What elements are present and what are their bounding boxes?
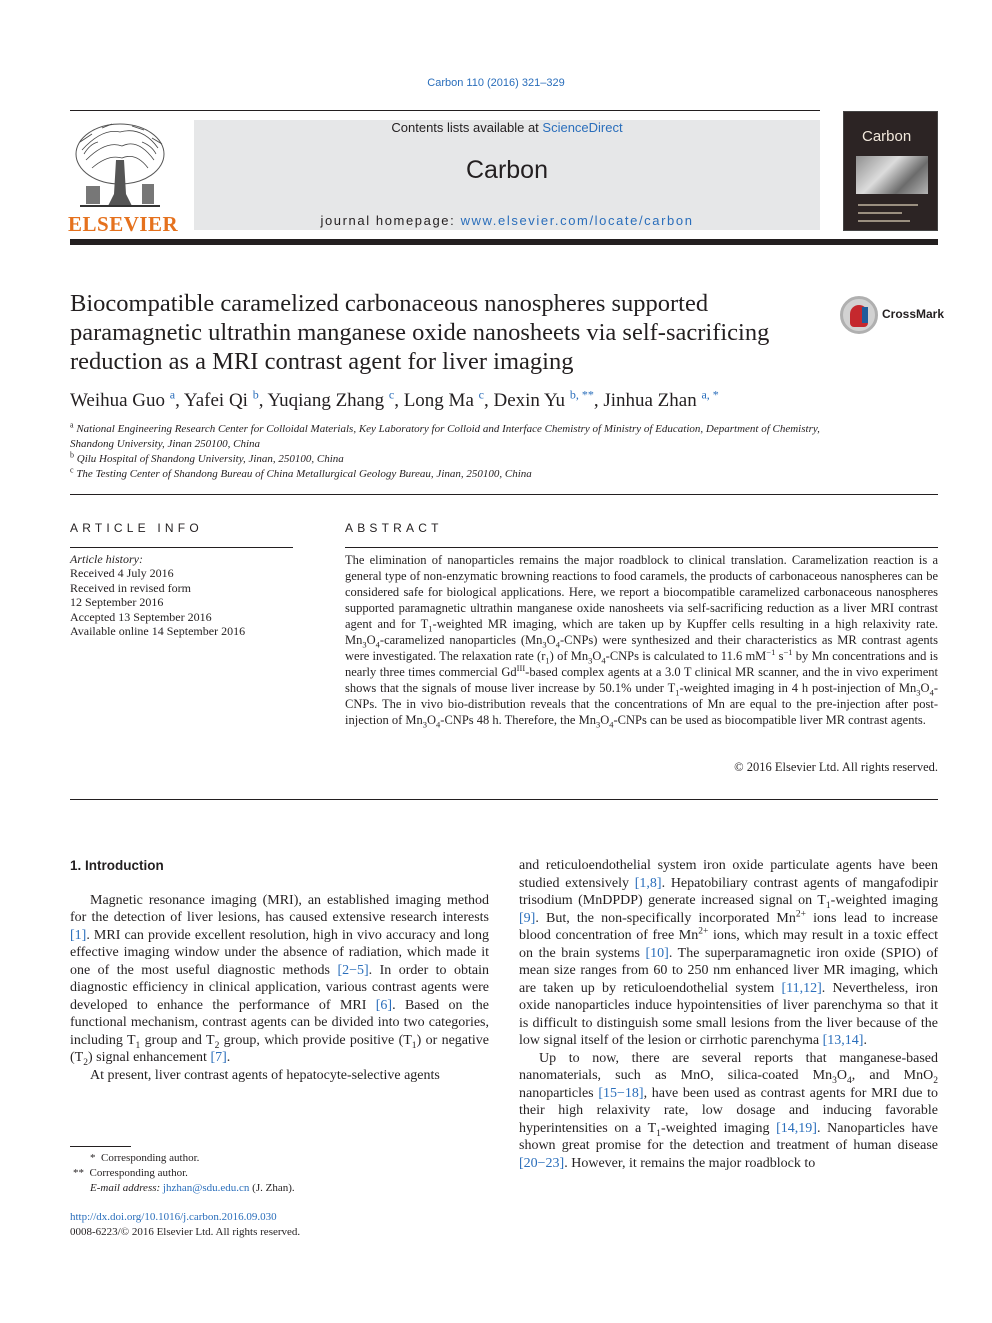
history-item: Received in revised form [70,580,191,595]
sciencedirect-link[interactable]: ScienceDirect [542,120,623,135]
author-list: Weihua Guo $^a$, Yafei Qi $^b$, Yuqiang Zhang $^c$, Long Ma $^c$, Dexin Yu $^{b, **}$, Jinhua Zhan $^{a, *}$ [70,387,719,411]
author-name[interactable]: Long Ma [403,390,474,411]
reference-link[interactable]: [13,14] [822,1033,864,1048]
issn-copyright: 0008-6223/© 2016 Elsevier Ltd. All rights reserved. [70,1226,301,1238]
reference-link[interactable]: [14,19] [776,1120,817,1136]
affiliations [70,422,830,482]
journal-citation[interactable]: Carbon 110 (2016) 321–329 [427,77,565,89]
history-item: Accepted 13 September 2016 [70,609,212,624]
journal-name: Carbon [466,156,548,184]
paragraph: and reticuloendothelial system iron oxide particulate agents have been studied extensively [1,8]. Hepatobiliary contrast agents of mangafodipir trisodium (MnDPDP) generate increased signal on $T_1$-weighted imaging [9]. But, the non-specifically incorporated $Mn^{2+}$ ions lead to increase blood concentration of free $Mn^{2+}$ ions, which may result in a toxic effect on the brain systems [10]. The superparamagnetic iron oxide (SPIO) of mean size ranges from 60 to 250 nm enhanced liver MR imaging, which are taken up by reticuloendothelial system [11,12]. Nevertheless, iron oxide nanoparticles induce hypointensities of liver parenchyma so that it is difficult to distinguish some small lesions from the liver because of the low signal itself of the lesion or cirrhotic parenchyma [13,14]. [519,858,939,1048]
article-info-heading: ARTICLE INFO [70,521,203,535]
author-affil-mark[interactable]: c [388,387,395,402]
author-name[interactable]: Yuqiang Zhang [267,390,385,411]
author-affil-mark[interactable]: a [169,387,176,402]
elsevier-logo[interactable] [68,120,179,236]
body-column-left [70,857,489,1084]
abstract-text: The elimination of nanoparticles remains the major roadblock to clinical translation. Caramelization reaction is a general type of non-enzymatic browning reactions to food caramels, the products of carbonaceous nanospheres can be considered safe for biological applications. Here, we report a biocompatible caramelized carbonaceous nanospheres supported paramagnetic ultrathin manganese oxide nanosheets via self-sacrificing reduction as a liver MRI contrast agent and for $T_1$-weighted MR imaging, which are taken up by Kupffer cells resulting in a high relaxivity rate. $Mn_3O_4$-caramelized nanoparticles $(Mn_3O_4-CNPs)$ were synthesized and their characteristics as MR contrast agents were investigated. The relaxation rate $(r_1)$ of $Mn_3O_4$-CNPs is calculated to 11.6 $mM^{-1}$ $s^{-1}$ by Mn concentrations and is nearly three times commercial $Gd^{III}$-based complex agents at a 3.0 T clinical MR scanner, and the in vivo experiment shows that the signals of mouse liver increase by 50.1% under $T_1$-weighted imaging in 4 h post-injection of $Mn_3O_4$-CNPs. The in vivo bio-distribution reveals that the concentrations of Mn are equal to the pre-injection after post-injection of $Mn_3O_4$-CNPs 48 h. Therefore, the $Mn_3O_4$-CNPs can be used as biocompatible liver MR contrast agents. [345,553,939,730]
footnote-rule [70,1146,131,1147]
reference-link[interactable]: [15−18] [598,1085,644,1101]
reference-link[interactable]: [2−5] [337,962,369,978]
cover-text-line [858,204,918,206]
history-item: Received 4 July 2016 [70,566,174,581]
author-name[interactable]: Weihua Guo [70,390,166,411]
author-name[interactable]: Jinhua Zhan [603,390,697,411]
affiliation-item: $^a$ National Engineering Research Center for Colloidal Materials, Key Laboratory for Colloid and Interface Chemistry of Ministry of Education, Department of Chemistry, Shandong University, Jinan 250100, China [70,420,820,450]
history-item: 12 September 2016 [70,595,164,610]
journal-cover[interactable] [843,111,938,231]
divider [70,494,938,495]
reference-link[interactable]: [6] [375,997,393,1013]
reference-link[interactable]: [20−23] [519,1155,565,1171]
elsevier-tree-icon [72,120,168,212]
reference-link[interactable]: [1,8] [634,875,662,891]
cover-image [856,156,928,194]
divider [70,799,938,800]
author-affil-mark[interactable]: b [252,387,259,402]
paragraph: At present, liver contrast agents of hepatocyte-selective agents [90,1067,440,1083]
reference-link[interactable]: [11,12] [781,980,822,996]
paragraph: Up to now, there are several reports that manganese-based nanomaterials, such as MnO, silica-coated $Mn_3O_4$, and MnO$_2$ nanoparticles [15−18], have been used as contrast agents for MRI due to their high relaxivity rate, low dosage and inducing favorable hyperintensities on a $T_1$-weighted imaging [14,19]. Nanoparticles have shown great promise for the detection and treatment of human disease [20−23]. However, it remains the major roadblock to [519,1050,939,1171]
crossmark-label: CrossMark [882,307,945,321]
author-name[interactable]: Yafei Qi [183,390,248,411]
elsevier-wordmark: ELSEVIER [68,212,179,236]
reference-link[interactable]: [1] [70,927,87,943]
author-affil-mark[interactable]: a, * [701,387,719,402]
abstract-heading: ABSTRACT [345,521,443,535]
footnote-email: E-mail address: jhzhan@sdu.edu.cn (J. Zhan). [90,1182,295,1194]
affiliation-item: $^c$ The Testing Center of Shandong Bureau of China Metallurgical Geology Bureau, Jinan, 250100, China [70,465,532,480]
cover-text-line [858,220,910,222]
crossmark-icon [840,296,878,334]
body-column-right [519,857,938,1172]
author-affil-mark[interactable]: c [478,387,484,402]
history-item: Available online 14 September 2016 [70,624,246,639]
header-rule [70,110,820,111]
homepage-line: journal homepage: www.elsevier.com/locate/carbon [320,213,694,228]
doi-link[interactable]: http://dx.doi.org/10.1016/j.carbon.2016.09.030 [70,1211,277,1223]
contents-line: Contents lists available at ScienceDirect [391,120,623,135]
cover-text-line [858,212,902,214]
email-link[interactable]: jhzhan@sdu.edu.cn [162,1182,250,1194]
footnotes [70,1151,490,1196]
author-affil-mark[interactable]: b, ** [569,387,594,402]
divider [70,547,293,548]
homepage-link[interactable]: www.elsevier.com/locate/carbon [460,213,694,228]
article-title: Biocompatible caramelized carbonaceous nanospheres supported paramagnetic ultrathin manganese oxide nanosheets via self-sacrificing reduction as a MRI contrast agent for liver imaging [70,290,770,375]
article-history [70,552,293,638]
section-heading-introduction: 1. Introduction [70,858,164,873]
journal-banner [194,120,820,230]
header-thick-rule [70,239,938,245]
crossmark-badge[interactable] [840,296,945,336]
divider [345,547,938,548]
reference-link[interactable]: [10] [645,945,669,961]
paragraph: Magnetic resonance imaging (MRI), an established imaging method for the detection of liver lesions, has caused extensive research interests [1]. MRI can provide excellent resolution, high in vivo accuracy and long effective imaging window under the absence of radiation, which made it one of the most useful diagnostic methods [2−5]. In order to obtain diagnostic efficiency in clinical application, various contrast agents were developed to enhance the performance of MRI [6]. Based on the functional mechanism, contrast agents can be divided into two categories, including $T_1$ group and $T_2$ group, which provide positive $(T_1)$ or negative $(T_2)$ signal enhancement [7]. [70,892,490,1068]
abstract-copyright: © 2016 Elsevier Ltd. All rights reserved. [734,760,938,774]
history-label: Article history: [70,552,143,566]
footnote-corresponding-1: * Corresponding author. [90,1152,200,1164]
affiliation-item: $^b$ Qilu Hospital of Shandong University, Jinan, 250100, China [70,450,344,465]
footnote-corresponding-2: ** Corresponding author. [73,1167,188,1179]
author-name[interactable]: Dexin Yu [493,390,566,411]
cover-title: Carbon [862,128,912,145]
reference-link[interactable]: [7] [210,1050,227,1065]
reference-link[interactable]: [9] [519,910,536,926]
